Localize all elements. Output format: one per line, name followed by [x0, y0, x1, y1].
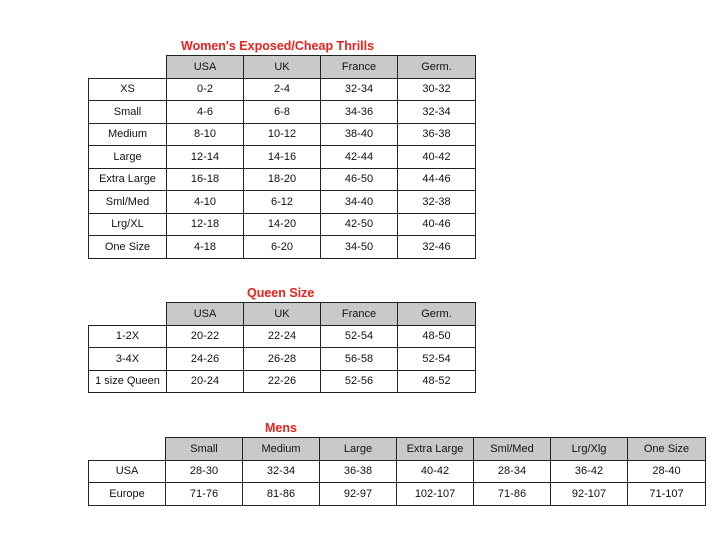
column-header: One Size [628, 438, 706, 461]
size-cell: 8-10 [167, 123, 244, 146]
size-cell: 32-34 [243, 460, 320, 483]
column-header: UK [244, 303, 321, 326]
column-header: Small [166, 438, 243, 461]
size-cell: 46-50 [321, 168, 398, 191]
header-row [89, 303, 476, 326]
size-cell: 30-32 [398, 78, 476, 101]
size-cell: 28-30 [166, 460, 243, 483]
row-label-cell: Extra Large [89, 168, 167, 191]
table-row [89, 236, 476, 259]
size-cell: 34-50 [321, 236, 398, 259]
row-label-cell: 1 size Queen [89, 370, 167, 393]
table-row [89, 146, 476, 169]
row-label-cell: Medium [89, 123, 167, 146]
size-cell: 52-54 [398, 348, 476, 371]
size-cell: 92-97 [320, 483, 397, 506]
row-label-cell: Sml/Med [89, 191, 167, 214]
size-cell: 4-10 [167, 191, 244, 214]
size-cell: 32-46 [398, 236, 476, 259]
row-label-cell: 3-4X [89, 348, 167, 371]
row-label-cell: Small [89, 101, 167, 124]
size-cell: 40-46 [398, 213, 476, 236]
women-size-table [88, 55, 476, 259]
table-row [89, 348, 476, 371]
size-cell: 10-12 [244, 123, 321, 146]
size-cell: 32-34 [321, 78, 398, 101]
column-header: USA [167, 303, 244, 326]
mens-size-table [88, 437, 706, 506]
size-cell: 12-14 [167, 146, 244, 169]
table-row [89, 460, 706, 483]
size-cell: 102-107 [397, 483, 474, 506]
size-cell: 52-56 [321, 370, 398, 393]
size-cell: 71-86 [474, 483, 551, 506]
size-cell: 18-20 [244, 168, 321, 191]
size-cell: 22-24 [244, 325, 321, 348]
column-header: Germ. [398, 56, 476, 79]
size-cell: 34-36 [321, 101, 398, 124]
size-cell: 20-22 [167, 325, 244, 348]
column-header: Medium [243, 438, 320, 461]
column-header: Large [320, 438, 397, 461]
size-cell: 14-20 [244, 213, 321, 236]
size-cell: 20-24 [167, 370, 244, 393]
size-cell: 0-2 [167, 78, 244, 101]
header-row [89, 438, 706, 461]
size-cell: 22-26 [244, 370, 321, 393]
row-label-cell: USA [89, 460, 166, 483]
size-cell: 92-107 [551, 483, 628, 506]
size-cell: 42-44 [321, 146, 398, 169]
column-header: Extra Large [397, 438, 474, 461]
column-header: France [321, 303, 398, 326]
table-row [89, 325, 476, 348]
size-cell: 34-40 [321, 191, 398, 214]
row-label-cell: Large [89, 146, 167, 169]
column-header: Sml/Med [474, 438, 551, 461]
row-label-cell: Lrg/XL [89, 213, 167, 236]
size-cell: 2-4 [244, 78, 321, 101]
size-cell: 6-12 [244, 191, 321, 214]
table-row [89, 191, 476, 214]
corner-blank-cell [89, 438, 166, 461]
size-cell: 26-28 [244, 348, 321, 371]
size-cell: 71-107 [628, 483, 706, 506]
mens-table-title: Mens [265, 421, 297, 435]
size-cell: 81-86 [243, 483, 320, 506]
size-cell: 28-34 [474, 460, 551, 483]
column-header: France [321, 56, 398, 79]
table-row [89, 123, 476, 146]
column-header: Lrg/Xlg [551, 438, 628, 461]
size-cell: 12-18 [167, 213, 244, 236]
size-cell: 42-50 [321, 213, 398, 236]
table-row [89, 370, 476, 393]
column-header: USA [167, 56, 244, 79]
column-header: Germ. [398, 303, 476, 326]
corner-blank-cell [89, 303, 167, 326]
women-table-title: Women's Exposed/Cheap Thrills [181, 39, 375, 53]
size-cell: 4-18 [167, 236, 244, 259]
size-cell: 28-40 [628, 460, 706, 483]
size-cell: 36-38 [398, 123, 476, 146]
column-header: UK [244, 56, 321, 79]
table-row [89, 213, 476, 236]
size-cell: 32-38 [398, 191, 476, 214]
size-cell: 48-50 [398, 325, 476, 348]
table-row [89, 483, 706, 506]
header-row [89, 56, 476, 79]
size-cell: 32-34 [398, 101, 476, 124]
size-cell: 44-46 [398, 168, 476, 191]
row-label-cell: One Size [89, 236, 167, 259]
size-cell: 36-42 [551, 460, 628, 483]
size-cell: 16-18 [167, 168, 244, 191]
table-row [89, 168, 476, 191]
size-cell: 48-52 [398, 370, 476, 393]
size-cell: 71-76 [166, 483, 243, 506]
table-row [89, 78, 476, 101]
queen-table-title: Queen Size [247, 286, 315, 300]
queen-size-table [88, 302, 476, 393]
size-cell: 38-40 [321, 123, 398, 146]
row-label-cell: 1-2X [89, 325, 167, 348]
corner-blank-cell [89, 56, 167, 79]
size-cell: 4-6 [167, 101, 244, 124]
size-cell: 6-8 [244, 101, 321, 124]
size-cell: 40-42 [397, 460, 474, 483]
size-cell: 52-54 [321, 325, 398, 348]
size-cell: 24-26 [167, 348, 244, 371]
row-label-cell: Europe [89, 483, 166, 506]
size-cell: 6-20 [244, 236, 321, 259]
size-cell: 56-58 [321, 348, 398, 371]
size-cell: 40-42 [398, 146, 476, 169]
size-cell: 14-16 [244, 146, 321, 169]
table-row [89, 101, 476, 124]
size-cell: 36-38 [320, 460, 397, 483]
row-label-cell: XS [89, 78, 167, 101]
